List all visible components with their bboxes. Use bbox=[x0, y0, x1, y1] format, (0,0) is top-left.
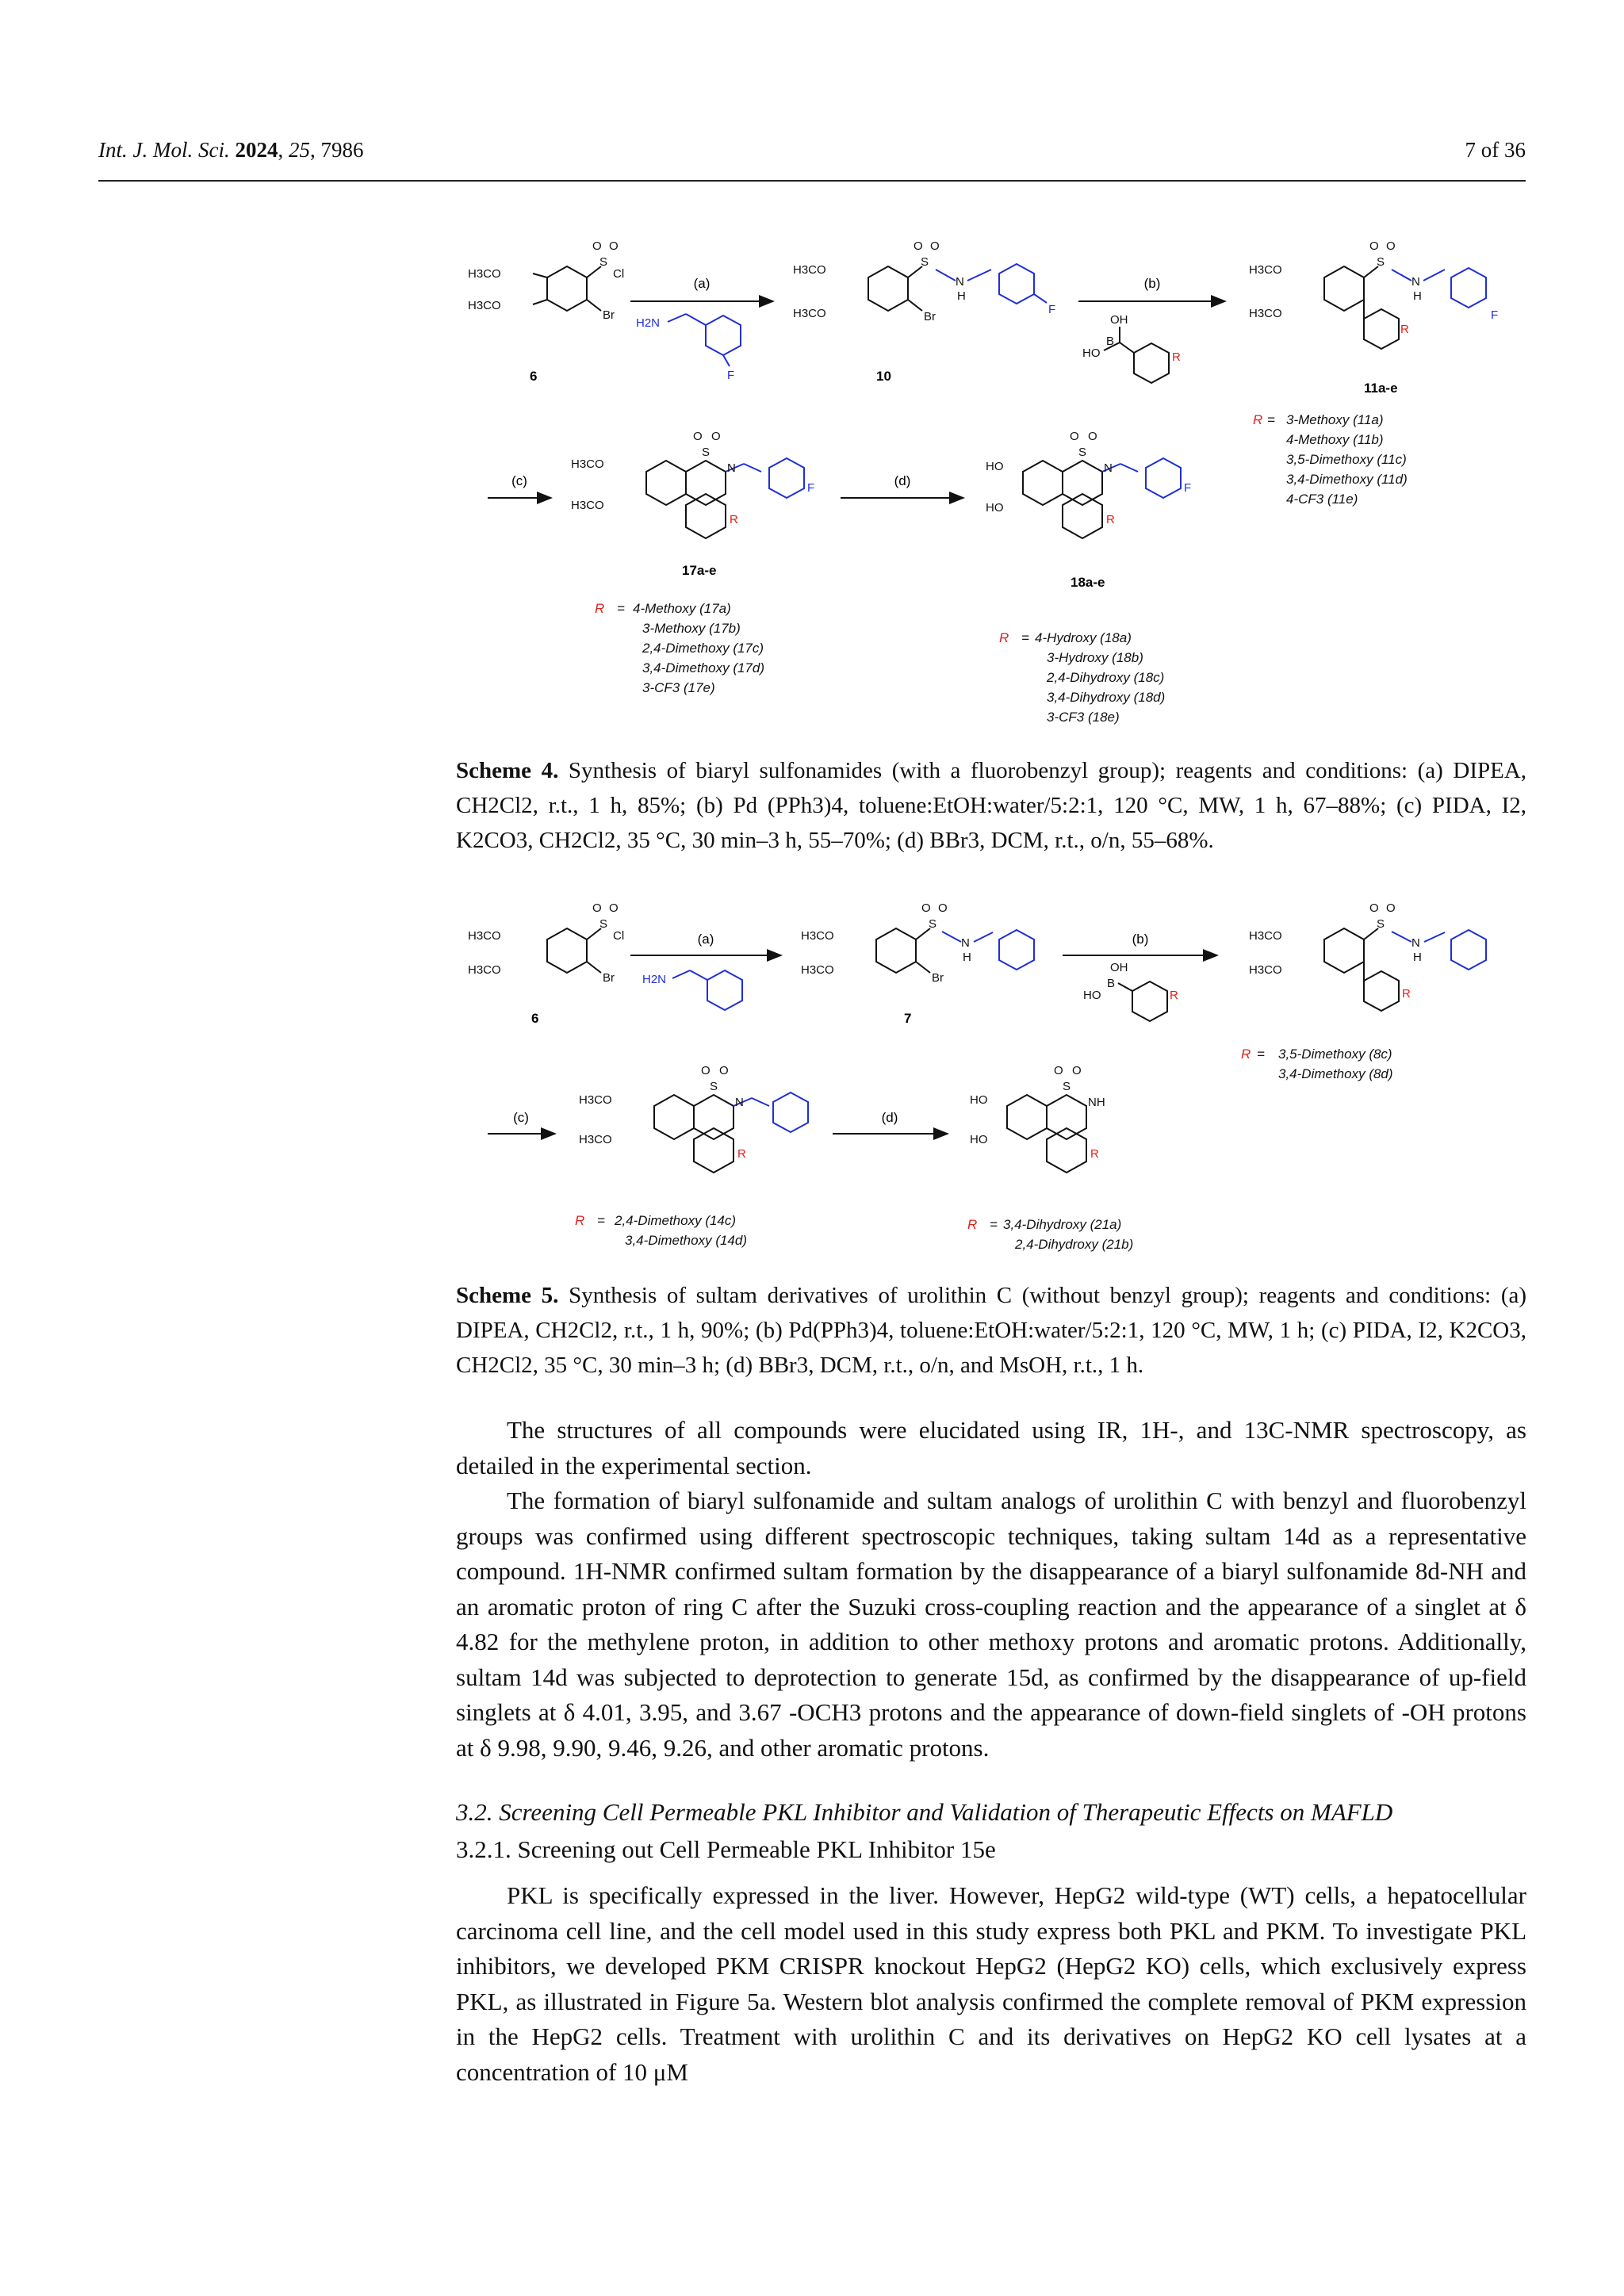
compound-label: 10 bbox=[876, 369, 891, 384]
compound-18a-e bbox=[986, 430, 1191, 538]
atom-o: O bbox=[693, 430, 703, 443]
atom-h3co: H3CO bbox=[1249, 307, 1282, 320]
r2-list-21 bbox=[967, 1217, 1133, 1252]
atom-h3co: H3CO bbox=[579, 1133, 612, 1146]
r-item: 3,4-Dimethoxy (8d) bbox=[1278, 1066, 1393, 1081]
atom-h3co: H3CO bbox=[801, 929, 834, 943]
paragraph: The structures of all compounds were elucidated using IR, 1H-, and 13C-NMR spectroscopy, as detailed in the experimental section. bbox=[456, 1416, 1526, 1479]
atom-ho: HO bbox=[970, 1133, 988, 1146]
step-b: (b) bbox=[1132, 932, 1149, 947]
atom-h3co: H3CO bbox=[1249, 963, 1282, 977]
journal-citation: Int. J. Mol. Sci. 2024, 25, 7986 bbox=[98, 138, 364, 162]
compound-10 bbox=[793, 239, 1055, 323]
step-c: (c) bbox=[511, 473, 527, 488]
atom-h3co: H3CO bbox=[1249, 929, 1282, 943]
paragraph: PKL is specifically expressed in the liver. However, HepG2 wild-type (WT) cells, a hepatocellular carcinoma cell line, and the cell model used in this study express both PKL and PKM. To investigate PKL inhibitors, we developed PKM CRISPR knockout HepG2 (HepG2 KO) cells, which exclusively express PKL, as illustrated in Figure 5a. Western blot analysis confirmed the complete removal of PKM expression in the HepG2 cells. Treatment with urolithin C and its derivatives on HepG2 KO cell lysates at a concentration of 10 μM bbox=[456, 1881, 1526, 2086]
reagent-boronic-acid bbox=[1083, 961, 1178, 1021]
compound-6 bbox=[533, 266, 601, 311]
compound-label: 6 bbox=[531, 1011, 539, 1026]
journal-volume: 25 bbox=[288, 138, 310, 162]
atom-ho: HO bbox=[1082, 346, 1101, 360]
r2-list-18 bbox=[999, 630, 1165, 725]
atom-s: S bbox=[1078, 446, 1087, 459]
step-a: (a) bbox=[693, 276, 710, 291]
r-item: 3,5-Dimethoxy (11c) bbox=[1286, 452, 1407, 467]
atom-cl: Cl bbox=[613, 267, 625, 281]
atom-s: S bbox=[1377, 917, 1385, 931]
step-a: (a) bbox=[697, 932, 714, 947]
r-item: 3-Methoxy (11a) bbox=[1286, 412, 1384, 427]
atom-cl: Cl bbox=[613, 929, 625, 943]
atom-br: Br bbox=[924, 310, 936, 323]
atom-s: S bbox=[929, 917, 937, 931]
r-substituent: R bbox=[1172, 350, 1181, 364]
atom-h2n: H2N bbox=[642, 973, 667, 986]
r2-substituent: R bbox=[1106, 513, 1115, 526]
atom-oh: OH bbox=[1110, 961, 1128, 974]
atom-h3co: H3CO bbox=[468, 963, 501, 977]
atom-ho: HO bbox=[970, 1093, 988, 1107]
atom-h3co: H3CO bbox=[801, 963, 834, 977]
r1-item: 2,4-Dimethoxy (14c) bbox=[615, 1213, 737, 1228]
article-number: 7986 bbox=[320, 138, 364, 162]
r1-item: 3,4-Dimethoxy (17d) bbox=[642, 660, 765, 675]
atom-nh: NH bbox=[1088, 1096, 1105, 1109]
compound-6 bbox=[468, 901, 624, 985]
atom-o: O bbox=[921, 901, 931, 915]
atom-o: O bbox=[930, 239, 940, 253]
atom-n: N bbox=[956, 275, 964, 289]
atom-s: S bbox=[599, 917, 608, 931]
atom-oh: OH bbox=[1110, 313, 1128, 327]
atom-s: S bbox=[710, 1080, 718, 1093]
scheme-4-caption bbox=[456, 753, 1526, 858]
r1-item: 3-Methoxy (17b) bbox=[642, 621, 741, 636]
atom-o: O bbox=[914, 239, 923, 253]
atom-o: O bbox=[592, 239, 602, 253]
atom-s: S bbox=[1377, 255, 1385, 269]
svg-text:=: = bbox=[1021, 630, 1029, 645]
atom-b: B bbox=[1106, 335, 1115, 348]
atom-f: F bbox=[1048, 303, 1056, 316]
atom-o: O bbox=[701, 1064, 710, 1077]
svg-text:=: = bbox=[990, 1217, 998, 1232]
atom-o: O bbox=[1054, 1064, 1063, 1077]
compound-label: 18a-e bbox=[1071, 575, 1105, 590]
atom-n: N bbox=[1411, 936, 1420, 950]
compound-6-labels bbox=[468, 239, 624, 322]
r2-item: 2,4-Dihydroxy (18c) bbox=[1047, 670, 1165, 685]
atom-h3co: H3CO bbox=[1249, 263, 1282, 277]
atom-ho: HO bbox=[986, 501, 1004, 515]
r1-item: 4-Methoxy (17a) bbox=[633, 601, 731, 616]
svg-text:=: = bbox=[597, 1213, 605, 1228]
atom-o: O bbox=[938, 901, 948, 915]
atom-h3co: H3CO bbox=[579, 1093, 612, 1107]
compound-label: 7 bbox=[904, 1011, 912, 1026]
step-c: (c) bbox=[513, 1110, 529, 1125]
atom-h: H bbox=[1413, 951, 1422, 964]
atom-h3co: H3CO bbox=[468, 929, 501, 943]
atom-n: N bbox=[735, 1096, 744, 1109]
r-label: R bbox=[1241, 1047, 1251, 1062]
atom-n: N bbox=[1104, 461, 1113, 475]
atom-h3co: H3CO bbox=[793, 307, 826, 320]
compound-label: 6 bbox=[530, 369, 538, 384]
r1-item: 3,4-Dimethoxy (14d) bbox=[625, 1233, 748, 1248]
svg-text:=: = bbox=[617, 601, 625, 616]
r-label: R bbox=[1253, 412, 1263, 427]
r-substituent: R bbox=[1400, 323, 1409, 336]
r2-item: 3,4-Dihydroxy (18d) bbox=[1047, 690, 1166, 705]
page-number: 7 of 36 bbox=[1465, 138, 1526, 162]
atom-f: F bbox=[1184, 481, 1192, 495]
atom-o: O bbox=[711, 430, 721, 443]
scheme-4-figure bbox=[444, 230, 1538, 737]
r-substituent: R bbox=[1402, 987, 1411, 1001]
r2-item: 3-Hydroxy (18b) bbox=[1047, 650, 1143, 665]
compound-17a-e bbox=[571, 430, 814, 538]
atom-s: S bbox=[599, 255, 608, 269]
scheme-5-figure bbox=[444, 896, 1538, 1269]
atom-o: O bbox=[1088, 430, 1097, 443]
compound-8c-d bbox=[1249, 901, 1486, 1011]
compound-label: 17a-e bbox=[682, 563, 717, 578]
atom-o: O bbox=[1072, 1064, 1082, 1077]
reagent-4-fluorobenzylamine bbox=[636, 314, 741, 382]
atom-h: H bbox=[963, 951, 971, 964]
r2-item: 4-Hydroxy (18a) bbox=[1035, 630, 1132, 645]
atom-o: O bbox=[592, 901, 602, 915]
atom-n: N bbox=[961, 936, 970, 950]
atom-h3co: H3CO bbox=[571, 457, 604, 471]
atom-br: Br bbox=[603, 308, 615, 322]
r1-label: R bbox=[595, 601, 605, 616]
atom-o: O bbox=[1386, 239, 1396, 253]
r2-label: R bbox=[999, 630, 1009, 645]
caption-label: Scheme 4. bbox=[456, 758, 559, 783]
compound-21a-b bbox=[970, 1064, 1105, 1173]
caption-label: Scheme 5. bbox=[456, 1283, 559, 1308]
r2-item: 3,4-Dihydroxy (21a) bbox=[1003, 1217, 1122, 1232]
journal-name: Int. J. Mol. Sci. bbox=[98, 138, 230, 162]
atom-h: H bbox=[957, 289, 966, 303]
atom-s: S bbox=[921, 255, 929, 269]
svg-text:=: = bbox=[1267, 412, 1275, 427]
subsection-heading: 3.2.1. Screening out Cell Permeable PKL Inhibitor 15e bbox=[456, 1835, 996, 1863]
reagent-benzylamine bbox=[642, 970, 742, 1010]
caption-text: Synthesis of sultam derivatives of urolithin C (without benzyl group); reagents and conditions: (a) DIPEA, CH2Cl2, r.t., 1 h, 90%; (b) Pd(PPh3)4, toluene:EtOH:water/5:2:1, 120 °C, MW, 1 h; (c) PIDA, I2, K2CO3, CH2Cl2, 35 °C, 30 min–3 h; (d) BBr3, DCM, r.t., o/n, and MsOH, r.t., 1 h. bbox=[456, 1283, 1527, 1378]
atom-o: O bbox=[1070, 430, 1079, 443]
atom-s: S bbox=[702, 446, 710, 459]
r1-substituent: R bbox=[737, 1147, 746, 1161]
r-substituent: R bbox=[1170, 989, 1178, 1002]
step-d: (d) bbox=[894, 473, 911, 488]
atom-h3co: H3CO bbox=[468, 299, 501, 312]
atom-h3co: H3CO bbox=[468, 267, 501, 281]
atom-br: Br bbox=[603, 971, 615, 985]
atom-f: F bbox=[1491, 308, 1499, 322]
r-item: 3,4-Dimethoxy (11d) bbox=[1286, 472, 1408, 487]
atom-o: O bbox=[609, 239, 619, 253]
atom-s: S bbox=[1063, 1080, 1071, 1093]
r1-list-14 bbox=[575, 1213, 747, 1248]
atom-o: O bbox=[609, 901, 619, 915]
r2-item: 3-CF3 (18e) bbox=[1047, 710, 1120, 725]
r2-item: 2,4-Dihydroxy (21b) bbox=[1015, 1237, 1134, 1252]
compound-14c-d bbox=[579, 1064, 808, 1173]
r-item: 3,5-Dimethoxy (8c) bbox=[1278, 1047, 1392, 1062]
r1-list-17 bbox=[595, 601, 764, 695]
atom-f: F bbox=[807, 481, 815, 495]
atom-o: O bbox=[1369, 901, 1379, 915]
atom-h2n: H2N bbox=[636, 316, 661, 330]
step-b: (b) bbox=[1143, 276, 1161, 291]
atom-ho: HO bbox=[986, 460, 1004, 473]
reagent-boronic-acid bbox=[1082, 313, 1181, 383]
r1-substituent: R bbox=[730, 513, 738, 526]
atom-br: Br bbox=[932, 971, 944, 985]
atom-o: O bbox=[1369, 239, 1379, 253]
atom-ho: HO bbox=[1083, 989, 1101, 1002]
r-item: 4-CF3 (11e) bbox=[1286, 492, 1358, 507]
r1-item: 3-CF3 (17e) bbox=[642, 680, 715, 695]
r2-label: R bbox=[967, 1217, 978, 1232]
r-item: 4-Methoxy (11b) bbox=[1286, 432, 1384, 447]
atom-n: N bbox=[727, 461, 736, 475]
scheme-5-caption bbox=[456, 1278, 1526, 1383]
r-list-11 bbox=[1253, 412, 1408, 507]
atom-n: N bbox=[1411, 275, 1420, 289]
journal-year: 2024 bbox=[235, 138, 278, 162]
compound-7 bbox=[801, 901, 1034, 985]
r1-item: 2,4-Dimethoxy (17c) bbox=[642, 641, 764, 656]
compound-11a-e bbox=[1249, 239, 1498, 349]
section-heading: 3.2. Screening Cell Permeable PKL Inhibitor and Validation of Therapeutic Effects on MAFLD bbox=[456, 1798, 1393, 1826]
r1-label: R bbox=[575, 1213, 585, 1228]
caption-text: Synthesis of biaryl sulfonamides (with a fluorobenzyl group); reagents and conditions: (a) DIPEA, CH2Cl2, r.t., 1 h, 85%; (b) Pd (PPh3)4, toluene:EtOH:water/5:2:1, 120 °C, MW, 1 h, 67–88%; (c) PIDA, I2, K2CO3, CH2Cl2, 35 °C, 30 min–3 h, 55–70%; (d) BBr3, DCM, r.t., o/n, 55–68%. bbox=[456, 758, 1527, 853]
r-list-8 bbox=[1241, 1047, 1393, 1081]
header-divider bbox=[98, 180, 1526, 182]
atom-b: B bbox=[1107, 977, 1116, 990]
paragraph: The formation of biaryl sulfonamide and sultam analogs of urolithin C with benzyl and fluorobenzyl groups was confirmed using different spectroscopic techniques, taking sultam 14d as a representative compound. 1H-NMR confirmed sultam formation by the disappearance of a biaryl sulfonamide 8d-NH and an aromatic proton of ring C after the Suzuki cross-coupling reaction and the appearance of a singlet at δ 4.82 for the methylene proton, in addition to other methoxy protons and aromatic protons. Additionally, sultam 14d was subjected to deprotection to generate 15d, as confirmed by the disappearance of up-field singlets at δ 4.01, 3.95, and 3.67 -OCH3 protons and the appearance of down-field singlets of -OH protons at δ 9.98, 9.90, 9.46, 9.26, and other aromatic protons. bbox=[456, 1487, 1526, 1762]
atom-o: O bbox=[719, 1064, 729, 1077]
svg-text:=: = bbox=[1257, 1047, 1265, 1062]
r2-substituent: R bbox=[1090, 1147, 1099, 1161]
atom-h: H bbox=[1413, 289, 1422, 303]
atom-h3co: H3CO bbox=[793, 263, 826, 277]
atom-o: O bbox=[1386, 901, 1396, 915]
step-d: (d) bbox=[881, 1110, 898, 1125]
compound-label: 11a-e bbox=[1364, 381, 1398, 396]
atom-h3co: H3CO bbox=[571, 499, 604, 512]
atom-f: F bbox=[727, 369, 735, 382]
